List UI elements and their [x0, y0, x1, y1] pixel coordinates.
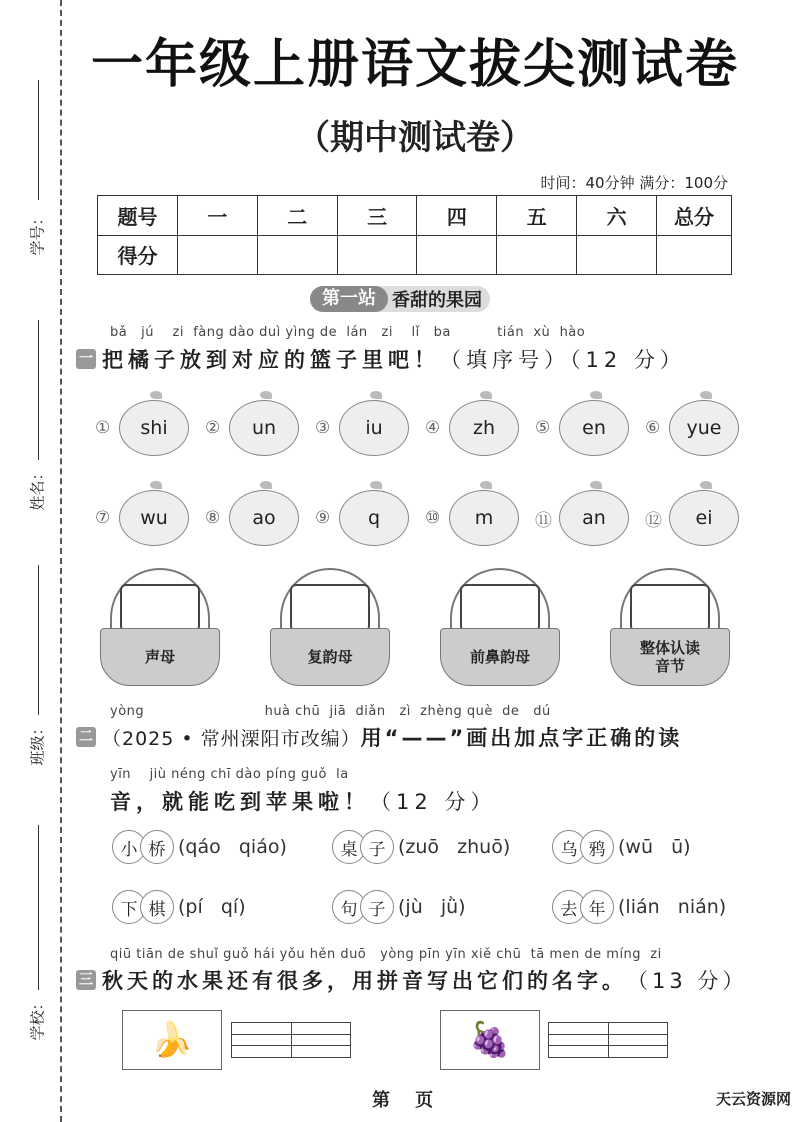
orange-syllable: zh	[472, 417, 495, 439]
orange-icon	[669, 490, 739, 546]
q2-pinyin-1: yòng huà chū jiā diǎn zì zhèng què de dú	[110, 704, 551, 719]
q3-number: 三	[76, 970, 96, 990]
orange-icon	[119, 400, 189, 456]
table-row	[98, 235, 732, 275]
orange-number: ⑩	[425, 508, 441, 528]
school-label: 学校：	[28, 995, 47, 1041]
answer-grid[interactable]	[548, 1022, 668, 1058]
apple-char: 棋	[140, 890, 174, 924]
apple-char: 句	[332, 890, 366, 924]
orange-number: ⑫	[645, 510, 662, 531]
score-cell[interactable]	[178, 235, 258, 275]
orange-syllable: en	[582, 417, 606, 439]
orange-item	[535, 490, 645, 546]
row-label: 得分	[98, 235, 178, 275]
apple-char: 小	[112, 830, 146, 864]
table-header: 二	[257, 196, 337, 236]
apple-char: 桌	[332, 830, 366, 864]
q2-number: 二	[76, 727, 96, 747]
orange-syllable: un	[251, 417, 277, 439]
orange-syllable: shi	[140, 417, 168, 439]
answer-grid[interactable]	[231, 1022, 351, 1058]
table-header: 总分	[657, 196, 732, 236]
orange-icon	[669, 400, 739, 456]
exam-info: 时间：40分钟 满分：100分	[540, 174, 728, 192]
orange-syllable: wu	[140, 507, 168, 529]
table-row	[98, 196, 732, 236]
orange-number: ⑦	[95, 508, 111, 528]
orange-syllable: an	[582, 507, 606, 529]
orange-item	[425, 490, 535, 546]
basket-list	[100, 568, 730, 688]
word-item	[552, 890, 762, 924]
grapes-picture: 🍇	[440, 1010, 540, 1070]
orange-icon	[449, 490, 519, 546]
pinyin-options[interactable]: (pí qí)	[178, 896, 246, 918]
orange-number: ⑤	[535, 418, 551, 438]
orange-syllable: ei	[695, 507, 713, 529]
table-header: 四	[417, 196, 497, 236]
q1-heading	[76, 344, 686, 374]
orange-icon	[559, 400, 629, 456]
orange-item	[645, 490, 755, 546]
orange-item	[95, 490, 205, 546]
q2-heading	[76, 722, 682, 752]
orange-syllable: m	[474, 507, 494, 529]
banana-picture: 🍌	[122, 1010, 222, 1070]
basket-icon	[610, 568, 730, 688]
orange-icon	[119, 490, 189, 546]
orange-icon	[229, 490, 299, 546]
basket-icon	[100, 568, 220, 688]
section-banner	[310, 286, 490, 312]
page-number: 第 页	[372, 1090, 434, 1111]
exam-subtitle: （期中测试卷）	[296, 118, 534, 158]
orange-icon	[339, 490, 409, 546]
q1-text: 把橘子放到对应的篮子里吧！	[102, 348, 440, 372]
section-name: 香甜的果园	[392, 290, 482, 311]
q2-source: （2025 • 常州溧阳市改编）	[102, 727, 361, 750]
apple-char: 桥	[140, 830, 174, 864]
score-cell[interactable]	[657, 235, 732, 275]
q3-note: （13 分）	[627, 969, 748, 993]
score-cell[interactable]	[577, 235, 657, 275]
orange-icon	[339, 400, 409, 456]
name-label: 姓名：	[28, 465, 47, 511]
basket-answer-box[interactable]	[460, 584, 540, 632]
fill-line	[38, 565, 39, 715]
pinyin-options[interactable]: (jù jǜ)	[398, 896, 466, 918]
orange-item	[205, 490, 315, 546]
pinyin-options[interactable]: (wū ū)	[618, 836, 691, 858]
q2-text-1: 用“——”画出加点字正确的读	[360, 726, 683, 750]
word-list	[112, 830, 762, 924]
apple-char: 去	[552, 890, 586, 924]
q2-pinyin-2: yīn jiù néng chī dào píng guǒ la	[110, 767, 349, 782]
score-cell[interactable]	[257, 235, 337, 275]
orange-item	[645, 400, 755, 456]
q3-heading	[76, 965, 747, 995]
basket-label: 整体认读 音节	[610, 628, 730, 686]
orange-syllable: yue	[686, 417, 722, 439]
orange-number: ⑧	[205, 508, 221, 528]
orange-number: ⑥	[645, 418, 661, 438]
q2-note: （12 分）	[370, 790, 497, 814]
orange-icon	[229, 400, 299, 456]
class-label: 班级：	[28, 720, 47, 766]
score-table	[97, 195, 732, 275]
orange-item	[315, 490, 425, 546]
apple-char: 乌	[552, 830, 586, 864]
orange-syllable: iu	[365, 417, 383, 439]
q3-text: 秋天的水果还有很多，用拼音写出它们的名字。	[102, 969, 627, 993]
basket-answer-box[interactable]	[120, 584, 200, 632]
orange-syllable: ao	[252, 507, 276, 529]
orange-number: ⑪	[535, 510, 552, 531]
orange-item	[205, 400, 315, 456]
orange-number: ⑨	[315, 508, 331, 528]
watermark: 天云资源网	[715, 1090, 791, 1108]
table-header: 五	[497, 196, 577, 236]
basket-label: 复韵母	[270, 628, 390, 686]
basket-answer-box[interactable]	[290, 584, 370, 632]
section-tag: 第一站	[310, 286, 388, 312]
apple-char: 鸦	[580, 830, 614, 864]
student-id-label: 学号：	[28, 210, 47, 256]
fill-line	[38, 320, 39, 460]
table-header: 六	[577, 196, 657, 236]
apple-char: 子	[360, 890, 394, 924]
orange-item	[535, 400, 645, 456]
pinyin-options[interactable]: (qáo qiáo)	[178, 836, 287, 858]
orange-number: ①	[95, 418, 111, 438]
orange-item	[95, 400, 205, 456]
pinyin-options[interactable]: (lián nián)	[618, 896, 727, 918]
orange-icon	[559, 490, 629, 546]
orange-list	[95, 400, 775, 546]
exam-title: 一年级上册语文拔尖测试卷	[90, 35, 739, 95]
word-item	[112, 890, 332, 924]
q2-heading-cont	[110, 786, 496, 816]
orange-number: ③	[315, 418, 331, 438]
word-item	[112, 830, 332, 864]
table-header: 三	[337, 196, 417, 236]
fill-line	[38, 825, 39, 990]
basket-icon	[440, 568, 560, 688]
orange-number: ④	[425, 418, 441, 438]
word-item	[332, 890, 552, 924]
q1-note: （填序号）（12 分）	[440, 348, 686, 372]
basket-icon	[270, 568, 390, 688]
table-header: 一	[178, 196, 258, 236]
pinyin-options[interactable]: (zuō zhuō)	[398, 836, 511, 858]
orange-item	[315, 400, 425, 456]
score-cell[interactable]	[337, 235, 417, 275]
word-item	[332, 830, 552, 864]
orange-item	[425, 400, 535, 456]
binding-line	[60, 0, 62, 1122]
apple-char: 下	[112, 890, 146, 924]
q3-pinyin: qiū tiān de shuǐ guǒ hái yǒu hěn duō yòng pīn yīn xiě chū tā men de míng zi	[110, 947, 662, 962]
apple-char: 子	[360, 830, 394, 864]
orange-syllable: q	[367, 507, 381, 529]
q1-pinyin: bǎ jú zi fàng dào duì yìng de lán zi lǐ ba tián xù hào	[110, 325, 586, 340]
q1-number: 一	[76, 349, 96, 369]
apple-char: 年	[580, 890, 614, 924]
basket-label: 前鼻韵母	[440, 628, 560, 686]
basket-label: 声母	[100, 628, 220, 686]
q2-text-2: 音，就能吃到苹果啦！	[110, 790, 370, 814]
table-header: 题号	[98, 196, 178, 236]
score-cell[interactable]	[417, 235, 497, 275]
score-cell[interactable]	[497, 235, 577, 275]
word-item	[552, 830, 762, 864]
orange-number: ②	[205, 418, 221, 438]
orange-icon	[449, 400, 519, 456]
basket-answer-box[interactable]	[630, 584, 710, 632]
